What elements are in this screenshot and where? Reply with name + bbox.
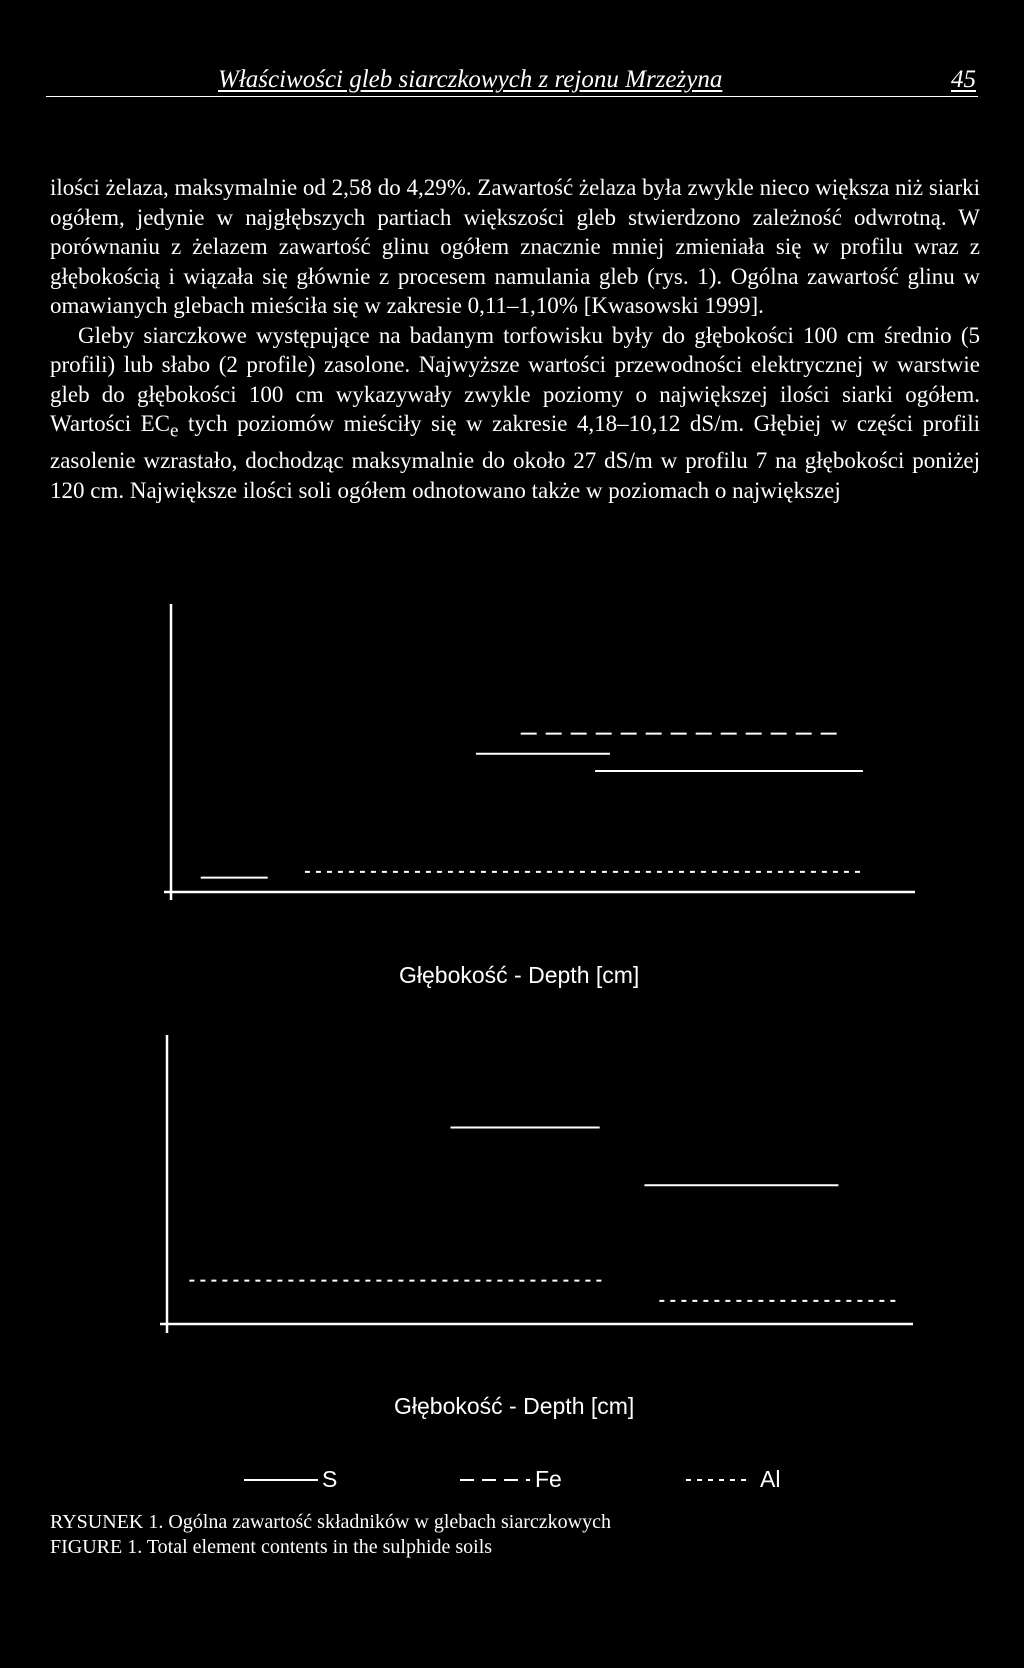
- legend-al-label: Al: [760, 1466, 781, 1492]
- chart-2-x-label: Głębokość - Depth [cm]: [394, 1393, 635, 1419]
- legend-s-label: S: [322, 1466, 338, 1492]
- chart-2: [160, 1035, 913, 1333]
- chart-1: [164, 604, 915, 900]
- caption-pl: RYSUNEK 1. Ogólna zawartość składników w glebach siarczkowych: [50, 1511, 611, 1533]
- paragraph-2-part-2: tych poziomów mieściły się w zakresie 4,18–10,12 dS/m. Głębiej w części profili zasolenie wzrastało, dochodząc maksymalnie do około 27 dS/m w profilu 7 na głębokości poniżej 120 cm. Największe ilości soli ogółem odnotowano także w poziomach o największej: [50, 411, 980, 503]
- paragraph-1: ilości żelaza, maksymalnie od 2,58 do 4,29%. Zawartość żelaza była zwykle nieco większa niż siarki ogółem, jedynie w najgłębszych partiach większości gleb stwierdzono zależność odwrotną. W porównaniu z żelazem zawartość glinu ogółem znacznie mniej zmieniała się w profilu wraz z głębokością i wiązała się głównie z procesem namulania gleb (rys. 1). Ogólna zawartość glinu w omawianych glebach mieściła się w zakresie 0,11–1,10% [Kwasowski 1999].: [50, 175, 980, 318]
- chart-1-x-label: Głębokość - Depth [cm]: [399, 962, 640, 988]
- legend-fe-label: Fe: [535, 1466, 562, 1492]
- ec-subscript: e: [170, 420, 179, 442]
- caption-en: FIGURE 1. Total element contents in the sulphide soils: [50, 1536, 493, 1558]
- running-title: Właściwości gleb siarczkowych z rejonu Mrzeżyna: [218, 66, 723, 93]
- page-number: 45: [951, 66, 976, 93]
- paragraph-2-part-1: Gleby siarczkowe występujące na badanym torfowisku były do głębokości 100 cm średnio (5 profili) lub słabo (2 profile) zasolone. Najwyższe wartości przewodności elektrycznej w warstwie gleb do głębokości 100 cm wykazywały zwykle poziomy o największej ilości siarki ogółem. Wartości EC: [50, 322, 980, 436]
